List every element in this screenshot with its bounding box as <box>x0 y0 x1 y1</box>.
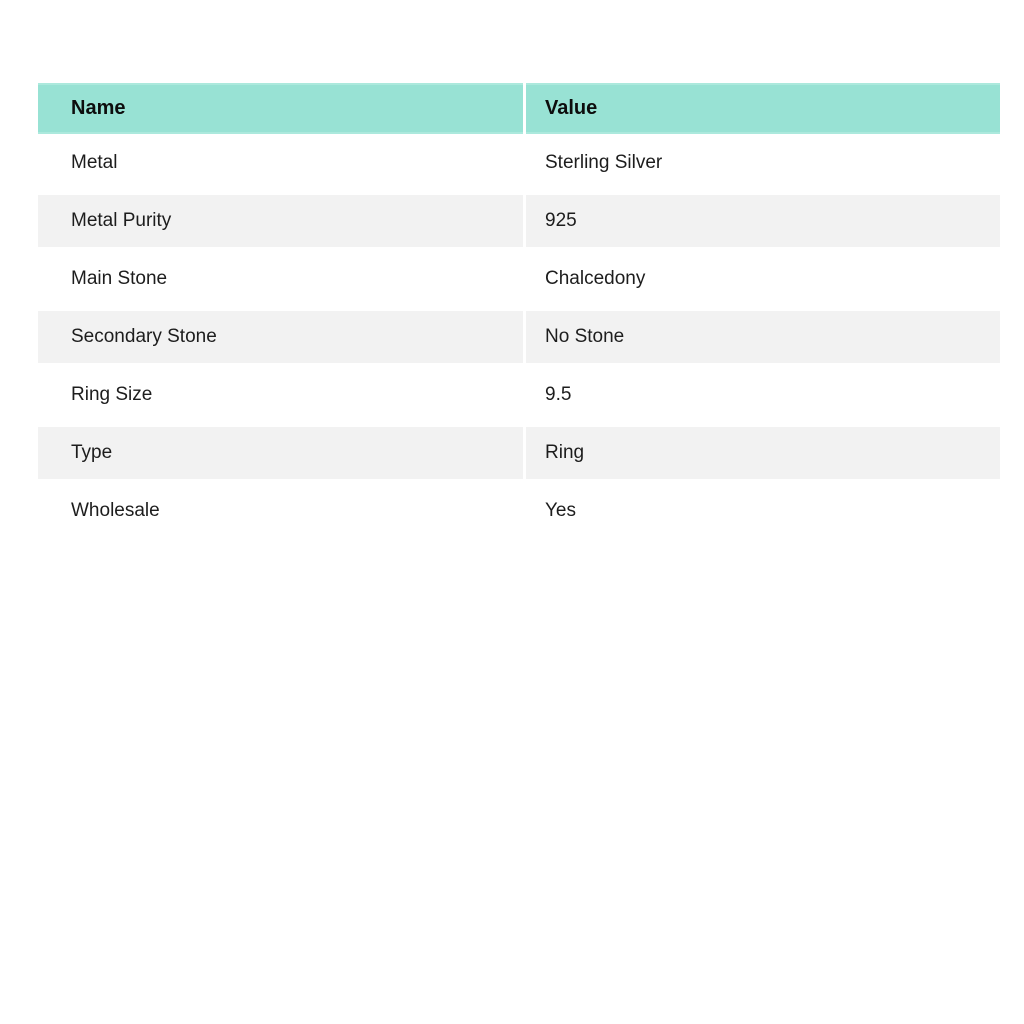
table-row <box>38 308 1000 366</box>
row-value-cell: Sterling Silver <box>545 152 663 173</box>
row-value-cell: Ring <box>526 427 1000 479</box>
table-row <box>38 134 1000 192</box>
row-name-cell: Ring Size <box>71 384 153 405</box>
row-value-cell: Chalcedony <box>545 268 646 289</box>
row-value-cell: 9.5 <box>545 384 572 405</box>
row-name-cell: Type <box>38 427 523 479</box>
row-value-cell: Yes <box>545 500 576 521</box>
table-row <box>38 424 1000 482</box>
row-value-cell: No Stone <box>526 311 1000 363</box>
header-cell-value: Value <box>526 83 1000 134</box>
table-header <box>38 83 1000 134</box>
row-name-cell: Metal <box>71 152 118 173</box>
table-row <box>38 366 1000 424</box>
header-cell-name: Name <box>38 83 523 134</box>
table-body <box>38 134 1000 540</box>
table-row <box>38 192 1000 250</box>
spec-table <box>38 83 1000 540</box>
row-name-cell: Wholesale <box>71 500 160 521</box>
row-name-cell: Main Stone <box>71 268 168 289</box>
row-value-cell: 925 <box>526 195 1000 247</box>
row-name-cell: Secondary Stone <box>38 311 523 363</box>
table-row <box>38 482 1000 540</box>
table-row <box>38 250 1000 308</box>
row-name-cell: Metal Purity <box>38 195 523 247</box>
